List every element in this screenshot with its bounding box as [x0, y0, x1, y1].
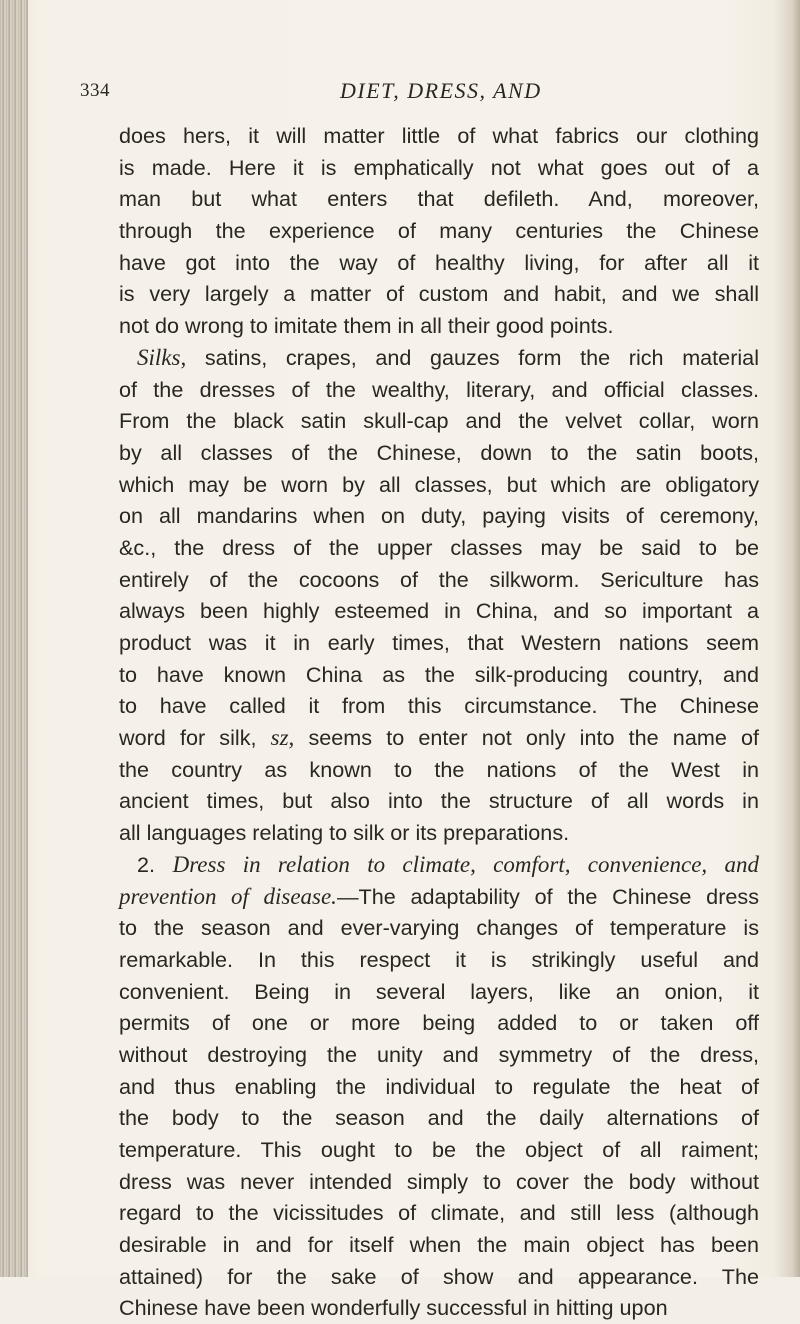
- line-text: product was it in early times, that Western nations seem: [119, 630, 759, 655]
- line-text: Chinese have been wonderfully successful in hitting upon: [119, 1295, 668, 1321]
- line-text: —The adaptability of the Chinese dress: [336, 883, 759, 909]
- text-line: [119, 912, 759, 944]
- line-text: the country as known to the nations of the West in: [119, 756, 759, 782]
- text-line: [119, 342, 759, 374]
- italic-text: prevention of disease.: [119, 883, 337, 909]
- line-text: satins, crapes, and gauzes form the rich material: [186, 344, 759, 370]
- text-line: [119, 278, 759, 310]
- text-line: [119, 1292, 759, 1324]
- italic-text: Silks,: [137, 344, 187, 370]
- text-line: [119, 120, 759, 152]
- italic-text: sz,: [270, 725, 295, 751]
- italic-text: Dress in relation to climate, comfort, convenience, and: [172, 851, 759, 877]
- text-line: [119, 785, 759, 817]
- line-text: have got into the way of healthy living, for after all it: [119, 249, 759, 275]
- text-line: [119, 849, 759, 881]
- line-text: permits of one or more being added to or taken off: [119, 1010, 759, 1036]
- body-text: [119, 120, 759, 1324]
- text-line: [119, 627, 759, 659]
- line-text: convenient. Being in several layers, like an onion, it: [119, 978, 759, 1004]
- text-line: [119, 881, 759, 913]
- line-text: to have called it from this circumstance. The Chinese: [119, 693, 759, 719]
- text-line: [119, 595, 759, 627]
- text-line: [119, 437, 759, 469]
- text-line: [119, 469, 759, 501]
- text-line: [119, 1197, 759, 1229]
- line-text: of the dresses of the wealthy, literary, and official classes.: [119, 376, 759, 402]
- text-line: [119, 722, 759, 754]
- text-line: [119, 1007, 759, 1039]
- text-line: [119, 215, 759, 247]
- text-line: [119, 659, 759, 691]
- text-line: [119, 754, 759, 786]
- line-text: dress was never intended simply to cover the body without: [119, 1168, 759, 1194]
- line-text: temperature. This ought to be the object of all raiment;: [119, 1137, 759, 1162]
- line-text: is very largely a matter of custom and habit, and we shall: [119, 281, 759, 307]
- text-line: [119, 1102, 759, 1134]
- line-text: word for silk,: [119, 725, 271, 751]
- page-header: [80, 78, 740, 108]
- line-text: regard to the vicissitudes of climate, and still less (although: [119, 1200, 759, 1226]
- line-text: remarkable. In this respect it is strikingly useful and: [119, 946, 759, 972]
- text-line: [119, 500, 759, 532]
- text-line: [119, 564, 759, 596]
- text-line: [119, 1166, 759, 1198]
- text-line: [119, 1039, 759, 1071]
- line-text: through the experience of many centuries the Chinese: [119, 218, 759, 244]
- line-text: From the black satin skull-cap and the velvet collar, worn: [119, 408, 759, 434]
- text-line: [119, 310, 759, 342]
- line-text: on all mandarins when on duty, paying visits of ceremony,: [119, 503, 759, 529]
- text-line: [119, 183, 759, 215]
- line-text: &c., the dress of the upper classes may be said to be: [119, 534, 759, 560]
- text-line: [119, 1071, 759, 1103]
- line-text: to the season and ever-varying changes of temperature is: [119, 915, 759, 941]
- line-text: is made. Here it is emphatically not what goes out of a: [119, 154, 759, 180]
- running-head: DIET, DRESS, AND: [340, 78, 542, 103]
- line-text: always been highly esteemed in China, and so important a: [119, 598, 759, 624]
- line-text: and thus enabling the individual to regulate the heat of: [119, 1073, 759, 1099]
- line-text: not do wrong to imitate them in all their good points.: [119, 313, 614, 339]
- text-line: [119, 247, 759, 279]
- text-line: [119, 152, 759, 184]
- line-text: entirely of the cocoons of the silkworm. Sericulture has: [119, 566, 759, 592]
- line-text: man but what enters that defileth. And, moreover,: [119, 186, 759, 212]
- text-line: [119, 1134, 759, 1166]
- line-text: by all classes of the Chinese, down to the satin boots,: [119, 439, 759, 465]
- line-text: all languages relating to silk or its preparations.: [119, 820, 570, 846]
- page-edge-shadow: [774, 0, 800, 1277]
- line-text: the body to the season and the daily alternations of: [119, 1105, 759, 1131]
- line-text: does hers, it will matter little of what fabrics our clothing: [119, 123, 759, 148]
- line-text: desirable in and for itself when the main object has been: [119, 1232, 759, 1258]
- line-text: to have known China as the silk-producing country, and: [119, 661, 759, 687]
- line-text: which may be worn by all classes, but which are obligatory: [119, 471, 759, 497]
- text-line: [119, 944, 759, 976]
- binding-gutter: [0, 0, 28, 1277]
- text-line: [119, 976, 759, 1008]
- line-text: attained) for the sake of show and appearance. The: [119, 1263, 759, 1289]
- text-line: [119, 817, 759, 849]
- line-text: seems to enter not only into the name of: [294, 725, 759, 751]
- line-text: 2.: [137, 851, 173, 877]
- page-number: 334: [80, 80, 110, 101]
- text-line: [119, 1229, 759, 1261]
- text-line: [119, 532, 759, 564]
- text-line: [119, 405, 759, 437]
- text-line: [119, 690, 759, 722]
- text-line: [119, 374, 759, 406]
- line-text: ancient times, but also into the structure of all words in: [119, 788, 759, 814]
- line-text: without destroying the unity and symmetry of the dress,: [119, 1041, 759, 1067]
